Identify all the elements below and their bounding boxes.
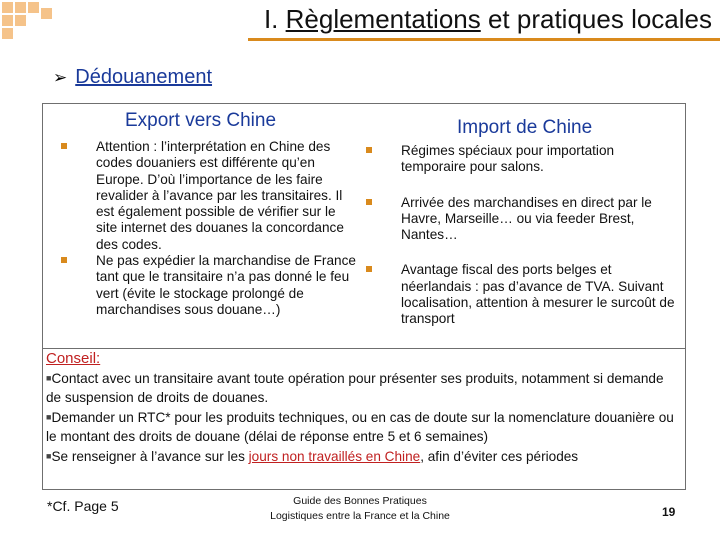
list-item bbox=[61, 139, 357, 253]
list-item bbox=[366, 143, 682, 176]
footer-guide-title bbox=[230, 494, 490, 524]
advice-item bbox=[46, 408, 680, 447]
title-rest: et pratiques locales bbox=[480, 4, 712, 34]
advice-heading: Conseil: bbox=[46, 350, 101, 367]
list-item bbox=[61, 253, 357, 318]
title-prefix: I. bbox=[263, 4, 286, 34]
advice-item bbox=[46, 447, 680, 467]
square-bullet-icon: ■ bbox=[46, 372, 52, 383]
square-bullet-icon: ■ bbox=[46, 411, 52, 422]
page-title bbox=[264, 4, 712, 35]
advice-text: Contact avec un transitaire avant toute opération pour présenter ses produits, notamment si demande de suspension de droits de douanes. bbox=[46, 370, 664, 405]
import-heading: Import de Chine bbox=[457, 117, 593, 138]
advice-text: Demander un RTC* pour les produits techniques, ou en cas de doute sur la nomenclature douanière ou le montant des droits de douane (délai de réponse entre 5 et 6 semaines) bbox=[46, 409, 674, 444]
square-bullet-icon bbox=[366, 147, 372, 153]
list-item bbox=[366, 195, 682, 244]
import-list bbox=[366, 143, 682, 347]
section-heading bbox=[53, 66, 212, 89]
corner-decoration bbox=[0, 0, 60, 44]
guide-line-2: Logistiques entre la France et la Chine bbox=[270, 510, 450, 522]
import-bullet-text: Régimes spéciaux pour importation temporaire pour salons. bbox=[401, 143, 615, 175]
square-bullet-icon bbox=[366, 266, 372, 272]
export-list bbox=[61, 139, 357, 318]
list-item bbox=[366, 262, 682, 327]
advice-block bbox=[46, 349, 680, 466]
arrow-bullet-icon: ➢ bbox=[53, 67, 68, 87]
import-bullet-text: Arrivée des marchandises en direct par le Havre, Marseille… ou via feeder Brest, Nantes… bbox=[401, 194, 652, 243]
square-bullet-icon bbox=[61, 143, 67, 149]
export-bullet-text: Ne pas expédier la marchandise de France tant que le transitaire n’a pas donné le feu vert (évite le stockage prolongé de marchandises sous douane…) bbox=[96, 253, 356, 317]
square-bullet-icon bbox=[366, 199, 372, 205]
page-number: 19 bbox=[662, 505, 676, 519]
title-underlined: Règlementations bbox=[285, 4, 481, 34]
export-bullet-text: Attention : l’interprétation en Chine des codes douaniers est différente qu’en Europe. D’où l’importance de les faire revalider à l’avance par les transitaires. Il est également possible de vérifier sur le site internet des douanes la concordance des codes. bbox=[96, 139, 344, 252]
export-heading: Export vers Chine bbox=[125, 110, 277, 131]
content-box bbox=[42, 103, 686, 490]
import-bullet-text: Avantage fiscal des ports belges et néerlandais : pas d’avance de TVA. Suivant localisation, attention à mesurer le surcoût de transport bbox=[401, 262, 675, 327]
advice-text: , afin d’éviter ces périodes bbox=[420, 448, 579, 464]
square-bullet-icon: ■ bbox=[46, 450, 52, 461]
square-bullet-icon bbox=[61, 257, 67, 263]
section-label: Dédouanement bbox=[75, 66, 213, 88]
guide-line-1: Guide des Bonnes Pratiques bbox=[293, 495, 427, 507]
title-underline-bar bbox=[248, 38, 720, 41]
advice-item bbox=[46, 369, 680, 408]
holidays-link[interactable]: jours non travaillés en Chine bbox=[248, 448, 421, 464]
footnote-reference: *Cf. Page 5 bbox=[47, 498, 119, 514]
advice-text: Se renseigner à l’avance sur les bbox=[51, 448, 249, 464]
